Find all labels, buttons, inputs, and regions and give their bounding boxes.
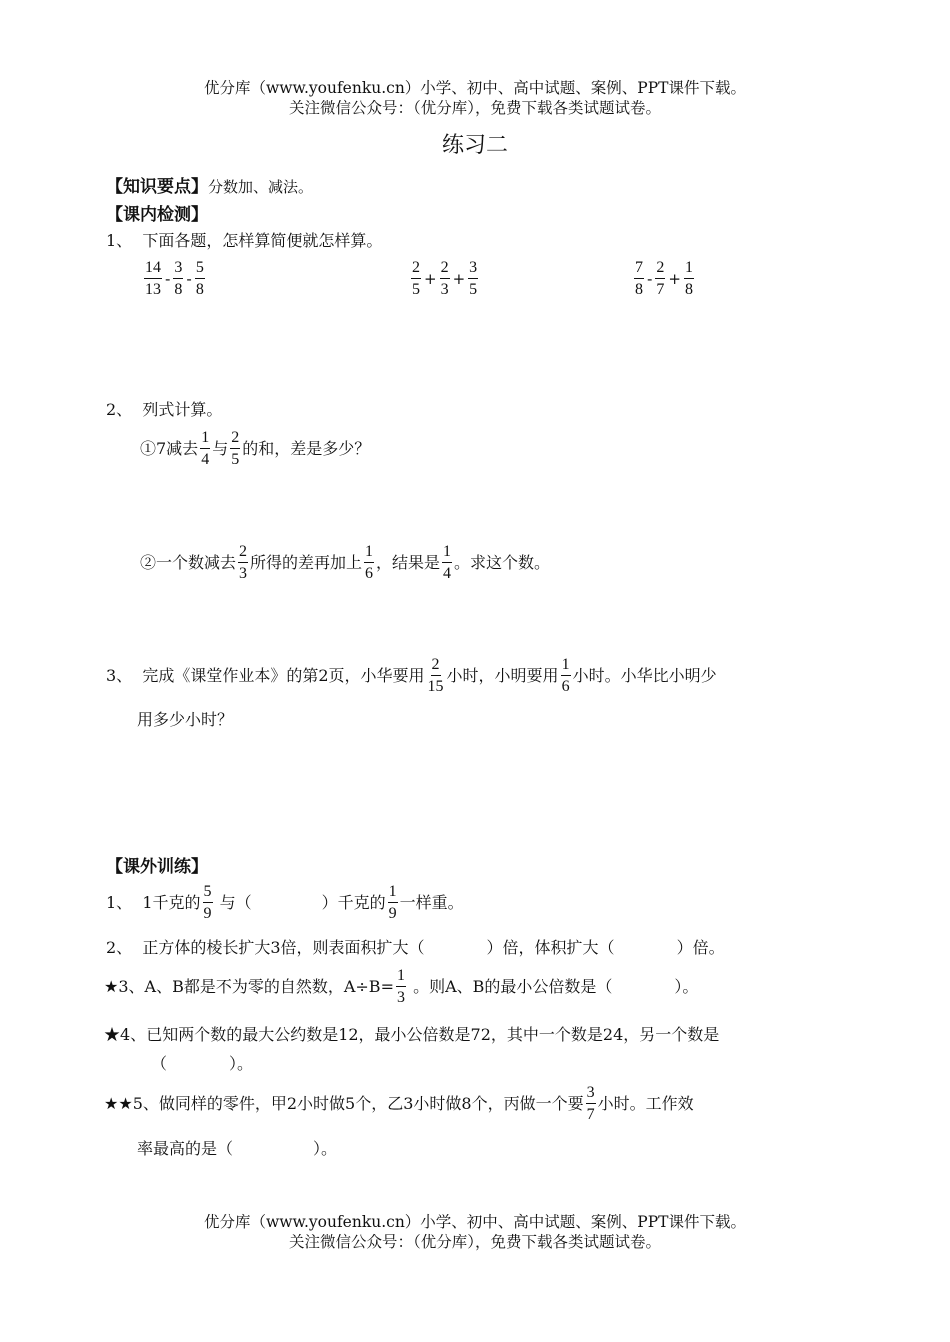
fraction: $\frac{1}{4}$ xyxy=(443,543,452,582)
operator: + xyxy=(424,269,437,288)
extra-label: 【课外训练】 xyxy=(106,857,208,877)
extra-q5: ★★5、 做同样的零件，甲2小时做5个，乙3小时做8个，丙做一个要 $\frac{3}{7}$ 小时。工作效 xyxy=(104,1084,694,1123)
q1-expression-1 xyxy=(142,258,207,299)
in-class-q3: 3、 完成《课堂作业本》的第2页，小华要用 $\frac{2}{15}$ 小时，小明要用 $\frac{1}{6}$ 小时。小华比小明少 xyxy=(106,656,717,695)
footer-line-1: 优分库（www.youfenku.cn）小学、初中、高中试题、案例、PPT课件下载。 xyxy=(203,1213,747,1231)
in-class-q1 xyxy=(106,229,382,253)
fraction: $\frac{2}{3}$ xyxy=(440,259,449,298)
q2-sub-2: ②一个数减去 $\frac{2}{3}$ 所得的差再加上 $\frac{1}{6}$ ，结果是 $\frac{1}{4}$ 。求这个数。 xyxy=(140,543,551,582)
knowledge-label: 【知识要点】 xyxy=(106,177,208,197)
operator: + xyxy=(452,269,466,288)
q1-expression-2 xyxy=(409,258,480,299)
q3-line-2: 用多少小时？ xyxy=(137,710,234,729)
fraction: $\frac{1}{4}$ xyxy=(201,429,210,468)
in-class-label: 【课内检测】 xyxy=(106,205,208,225)
extra-q3: ★3、 A、B都是不为零的自然数，A÷B= $\frac{1}{3}$ 。则A、B的最小公倍数是（ ）。 xyxy=(104,967,699,1006)
fraction: $\frac{2}{15}$ xyxy=(427,656,444,695)
fraction: $\frac{3}{5}$ xyxy=(469,259,478,298)
page-title: 练习二 xyxy=(441,133,508,158)
fraction: $\frac{1}{9}$ xyxy=(388,883,397,922)
q2-text: 列式计算。 xyxy=(142,400,223,419)
extra-q4-line-2: （ ）。 xyxy=(151,1054,254,1073)
header-line-2: 关注微信公众号：（优分库），免费下载各类试题试卷。 xyxy=(288,99,661,117)
header-line-1: 优分库（www.youfenku.cn）小学、初中、高中试题、案例、PPT课件下载。 xyxy=(203,79,747,97)
extra-q5-line-2: 率最高的是（ ）。 xyxy=(137,1139,338,1158)
fraction: $\frac{1}{8}$ xyxy=(685,259,693,298)
q2-sub-1: ①7减去 $\frac{1}{4}$ 与 $\frac{2}{5}$ 的和，差是多少？ xyxy=(140,429,371,468)
fraction: $\frac{2}{3}$ xyxy=(239,543,248,582)
extra-q1: 1、 1千克的 $\frac{5}{9}$ 与（ ）千克的 $\frac{1}{9}$ 一样重。 xyxy=(106,883,464,922)
q1-text: 下面各题，怎样算简便就怎样算。 xyxy=(142,231,383,250)
extra-q2: 2、 正方体的棱长扩大3倍，则表面积扩大（ ）倍，体积扩大（ ）倍。 xyxy=(106,938,725,957)
knowledge-text: 分数加、减法。 xyxy=(208,178,314,196)
operator: + xyxy=(668,269,681,288)
extra-q4: ★4、已知两个数的最大公约数是12，最小公倍数是72，其中一个数是24，另一个数是 xyxy=(104,1025,720,1044)
fraction: $\frac{1}{6}$ xyxy=(561,656,570,695)
fraction: $\frac{14}{13}$ xyxy=(145,259,161,298)
q2-prefix: 2、 xyxy=(106,400,133,419)
fraction: $\frac{3}{7}$ xyxy=(586,1084,595,1123)
q1-expression-3 xyxy=(632,258,696,299)
knowledge-points xyxy=(106,172,313,197)
q1-prefix: 1、 xyxy=(106,231,133,250)
fraction: $\frac{7}{8}$ xyxy=(635,259,643,298)
fraction: $\frac{5}{9}$ xyxy=(203,883,212,922)
fraction: $\frac{1}{6}$ xyxy=(365,543,374,582)
operator: - xyxy=(165,269,171,288)
fraction: $\frac{1}{3}$ xyxy=(396,967,405,1006)
fraction: $\frac{5}{8}$ xyxy=(195,259,204,298)
fraction: $\frac{2}{5}$ xyxy=(412,259,420,298)
footer-line-2: 关注微信公众号：（优分库），免费下载各类试题试卷。 xyxy=(288,1233,661,1251)
operator: - xyxy=(186,269,192,288)
in-class-q2 xyxy=(106,398,222,422)
operator: - xyxy=(647,269,653,288)
fraction: $\frac{3}{8}$ xyxy=(174,259,183,298)
fraction: $\frac{2}{5}$ xyxy=(231,429,240,468)
fraction: $\frac{2}{7}$ xyxy=(656,259,665,298)
